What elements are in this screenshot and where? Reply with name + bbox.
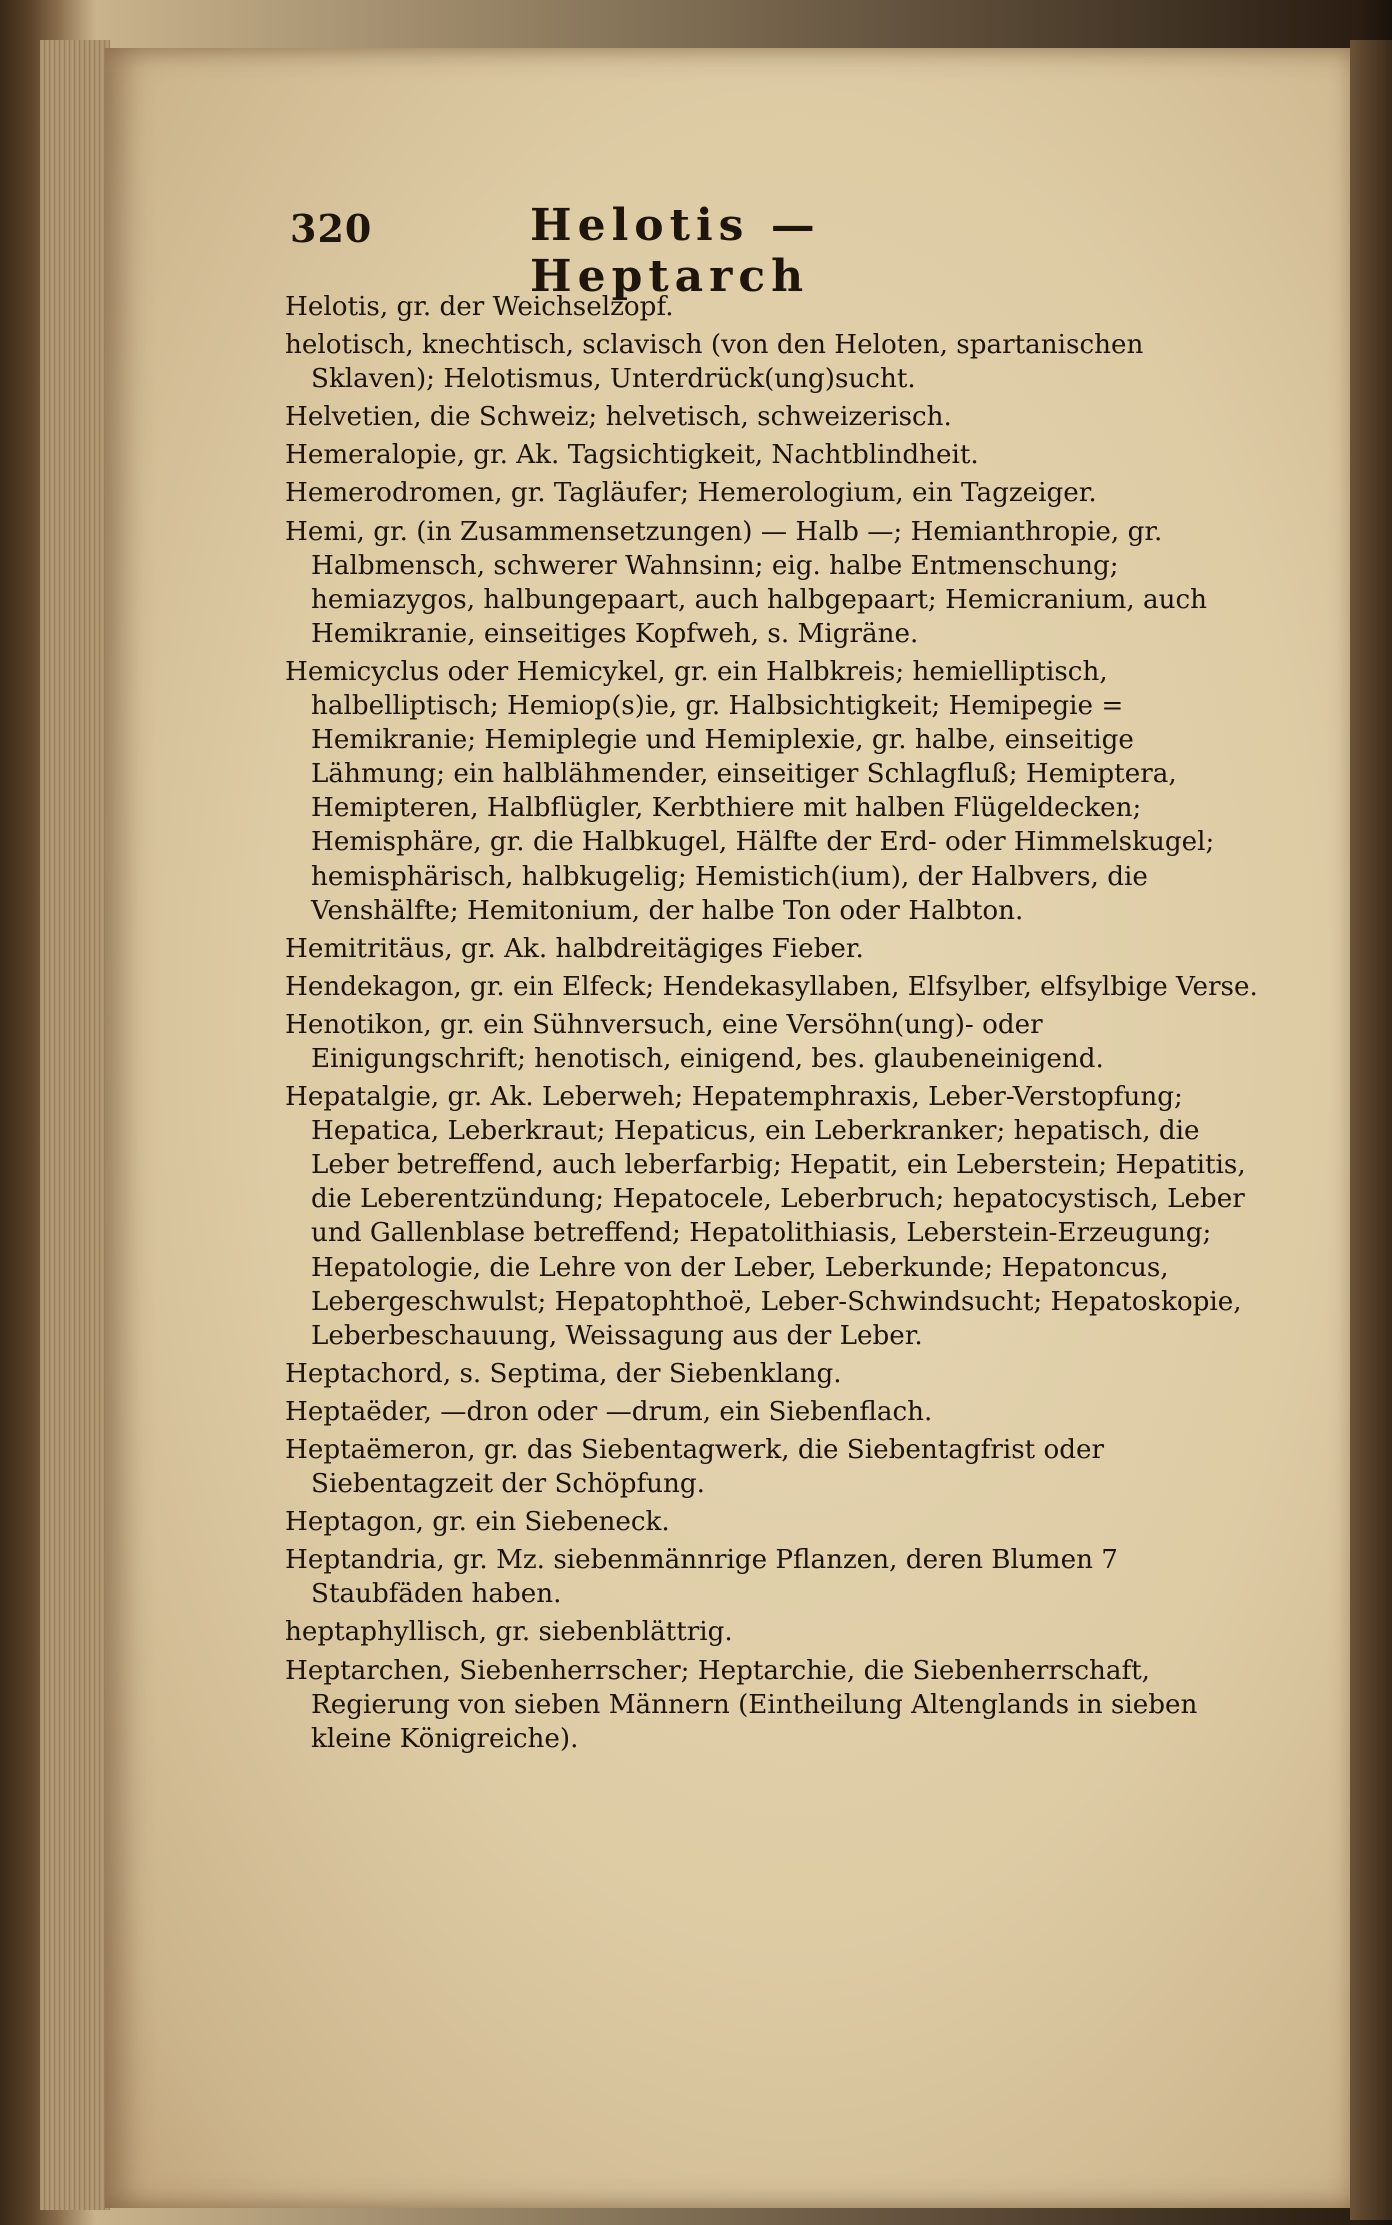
dictionary-entry: [285, 1505, 1260, 1539]
entry-text: Heptachord, s. Septima, der Siebenklang.: [285, 1358, 842, 1389]
dictionary-entries: [285, 290, 1260, 1760]
dictionary-entry: [285, 290, 1260, 324]
entry-text: Heptaëder, —dron oder —drum, ein Siebenflach.: [285, 1396, 933, 1427]
entry-text: Hepatalgie, gr. Ak. Leberweh; Hepatemphraxis, Leber-Verstopfung; Hepatica, Leberkraut; Hepaticus, ein Leberkranker; hepatisch, die Leber betreffend, auch leberfarbig; Hepatit, ein Leberstein; Hepatitis, die Leberentzündung; Hepatocele, Leberbruch; hepatocystisch, Leber und Gallenblase betreffend; Hepatolithiasis, Leberstein-Erzeugung; Hepatologie, die Lehre von der Leber, Leberkunde; Hepatoncus, Lebergeschwulst; Hepatophthoë, Leber-Schwindsucht; Hepatoskopie, Leberbeschauung, Weissagung aus der Leber.: [285, 1082, 1246, 1351]
dictionary-entry: [285, 438, 1260, 472]
dictionary-entry: [285, 1357, 1260, 1391]
page-number: 320: [290, 206, 373, 251]
dictionary-entry: [285, 476, 1260, 510]
page-header: [290, 200, 1090, 302]
entry-text: Hemicyclus oder Hemicykel, gr. ein Halbkreis; hemielliptisch, halbelliptisch; Hemiop(s)ie, gr. Halbsichtigkeit; Hemipegie = Hemikranie; Hemiplegie und Hemiplexie, gr. halbe, einseitige Lähmung; ein halblähmender, einseitiger Schlagfluß; Hemiptera, Hemipteren, Halbflügler, Kerbthiere mit halben Flügeldecken; Hemisphäre, gr. die Halbkugel, Hälfte der Erd- oder Himmelskugel; hemisphärisch, halbkugelig; Hemistich(ium), der Halbvers, die Venshälfte; Hemitonium, der halbe Ton oder Halbton.: [285, 656, 1215, 926]
dictionary-entry: [285, 1080, 1260, 1353]
dictionary-entry: [285, 970, 1260, 1004]
entry-text: Heptarchen, Siebenherrscher; Heptarchie, die Siebenherrschaft, Regierung von sieben Männern (Eintheilung Altenglands in sieben kleine Königreiche).: [285, 1655, 1198, 1754]
entry-text: Henotikon, gr. ein Sühnversuch, eine Versöhn(ung)- oder Einigungschrift; henotisch, einigend, bes. glaubeneinigend.: [285, 1009, 1104, 1074]
dictionary-entry: [285, 1543, 1260, 1611]
dictionary-entry: [285, 1433, 1260, 1501]
dictionary-entry: [285, 1654, 1260, 1756]
page-edge: [40, 40, 110, 2210]
entry-text: heptaphyllisch, gr. siebenblättrig.: [285, 1617, 733, 1648]
entry-text: Hendekagon, gr. ein Elfeck; Hendekasyllaben, Elfsylber, elfsylbige Verse.: [285, 971, 1258, 1002]
entry-text: Heptandria, gr. Mz. siebenmännrige Pflanzen, deren Blumen 7 Staubfäden haben.: [285, 1545, 1118, 1610]
entry-text: Hemitritäus, gr. Ak. halbdreitägiges Fieber.: [285, 933, 864, 964]
dictionary-entry: [285, 655, 1260, 928]
entry-text: Heptagon, gr. ein Siebeneck.: [285, 1507, 670, 1538]
entry-text: Hemi, gr. (in Zusammensetzungen) — Halb —; Hemianthropie, gr. Halbmensch, schwerer Wahnsinn; eig. halbe Entmenschung; hemiazygos, halbungepaart, auch halbgepaart; Hemicranium, auch Hemikranie, einseitiges Kopfweh, s. Migräne.: [285, 516, 1208, 649]
entry-text: helotisch, knechtisch, sclavisch (von den Heloten, spartanischen Sklaven); Helotismus, Unterdrück(ung)sucht.: [285, 330, 1144, 395]
entry-text: Hemerodromen, gr. Tagläufer; Hemerologium, ein Tagzeiger.: [285, 478, 1097, 509]
dictionary-entry: [285, 400, 1260, 434]
running-head: Helotis — Heptarch: [530, 200, 821, 302]
dictionary-entry: [285, 932, 1260, 966]
entry-text: Helvetien, die Schweiz; helvetisch, schweizerisch.: [285, 402, 952, 433]
dictionary-entry: [285, 328, 1260, 396]
dictionary-entry: [285, 515, 1260, 651]
dictionary-entry: [285, 1395, 1260, 1429]
right-page-fold: [1350, 40, 1392, 2220]
entry-text: Helotis, gr. der Weichselzopf.: [285, 292, 674, 322]
dictionary-entry: [285, 1615, 1260, 1649]
dictionary-entry: [285, 1008, 1260, 1076]
entry-text: Hemeralopie, gr. Ak. Tagsichtigkeit, Nachtblindheit.: [285, 440, 979, 471]
entry-text: Heptaëmeron, gr. das Siebentagwerk, die Siebentagfrist oder Siebentagzeit der Schöpfung.: [285, 1435, 1105, 1500]
